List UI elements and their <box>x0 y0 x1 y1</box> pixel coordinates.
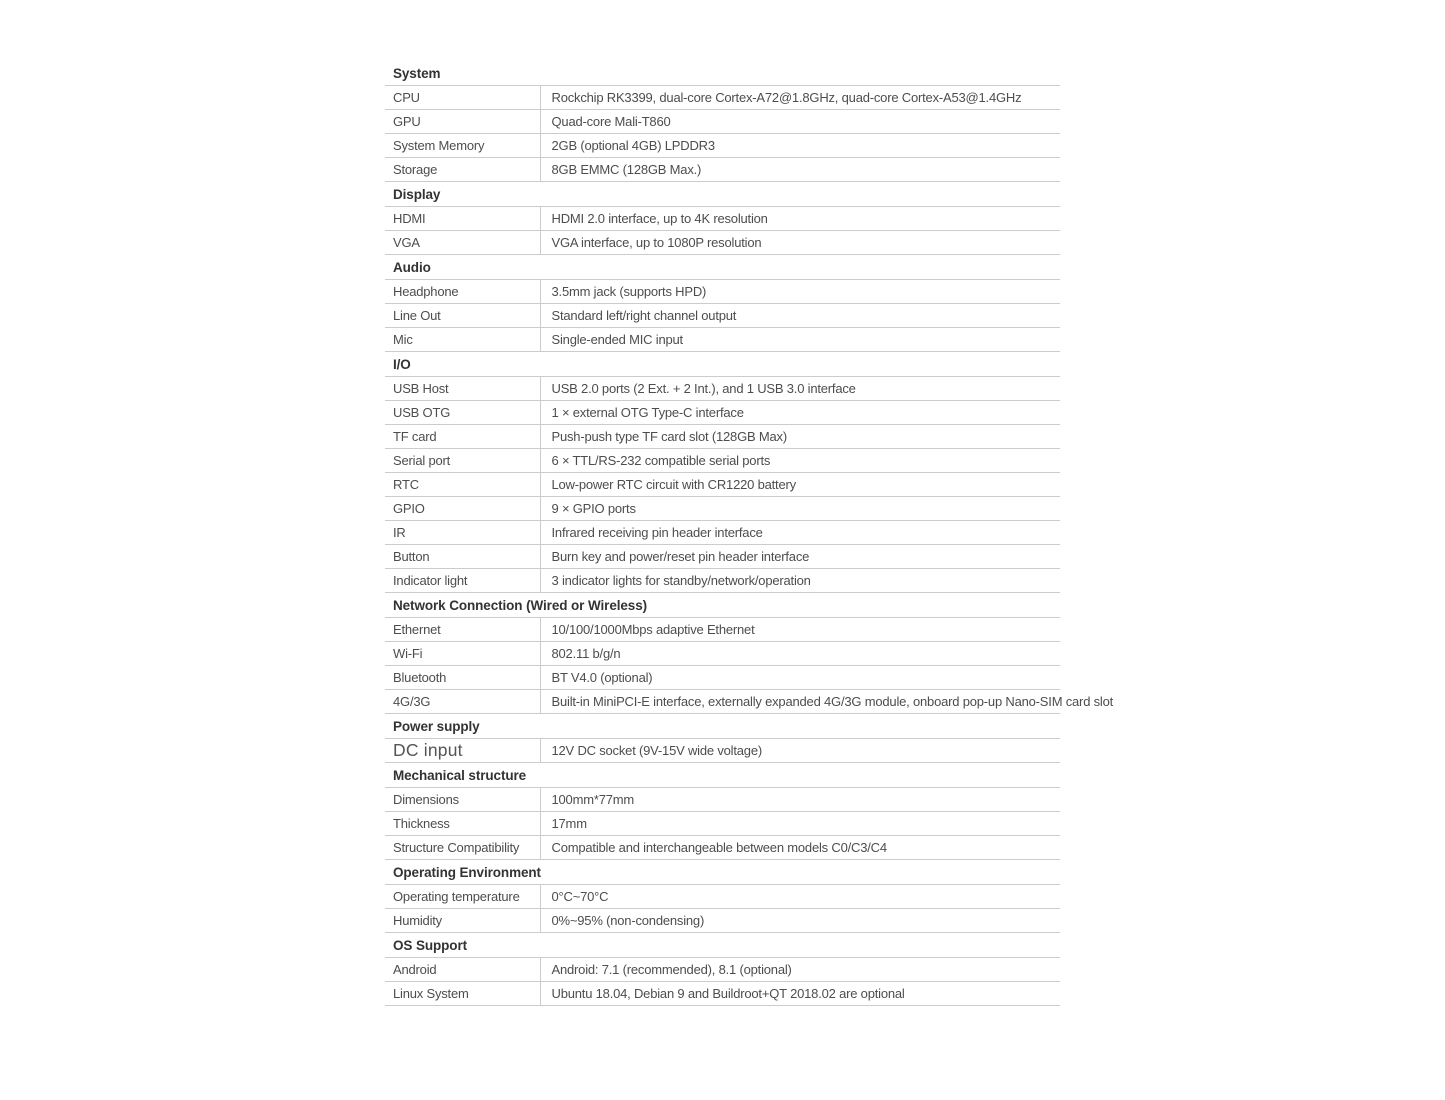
spec-section-title: Operating Environment <box>385 859 1060 884</box>
spec-row <box>385 665 1060 689</box>
spec-section-title: System <box>385 60 1060 85</box>
spec-value: Infrared receiving pin header interface <box>540 520 1060 544</box>
spec-section-title: OS Support <box>385 932 1060 957</box>
spec-label: Bluetooth <box>385 665 540 689</box>
spec-value: 1 × external OTG Type-C interface <box>540 400 1060 424</box>
spec-section-title: Display <box>385 181 1060 206</box>
spec-section-title: I/O <box>385 351 1060 376</box>
spec-label: Linux System <box>385 981 540 1005</box>
spec-label: Operating temperature <box>385 884 540 908</box>
spec-row <box>385 981 1060 1005</box>
spec-value: Android: 7.1 (recommended), 8.1 (optional) <box>540 957 1060 981</box>
spec-value: VGA interface, up to 1080P resolution <box>540 230 1060 254</box>
spec-row <box>385 544 1060 568</box>
spec-label: Structure Compatibility <box>385 835 540 859</box>
spec-row <box>385 689 1060 713</box>
spec-value: 100mm*77mm <box>540 787 1060 811</box>
spec-value: 0°C~70°C <box>540 884 1060 908</box>
spec-row <box>385 133 1060 157</box>
spec-value: 2GB (optional 4GB) LPDDR3 <box>540 133 1060 157</box>
spec-row <box>385 327 1060 351</box>
spec-label: Humidity <box>385 908 540 932</box>
spec-label: Storage <box>385 157 540 181</box>
spec-value: Standard left/right channel output <box>540 303 1060 327</box>
spec-row <box>385 811 1060 835</box>
spec-value: Low-power RTC circuit with CR1220 battery <box>540 472 1060 496</box>
spec-row <box>385 957 1060 981</box>
spec-row <box>385 496 1060 520</box>
spec-value: Push-push type TF card slot (128GB Max) <box>540 424 1060 448</box>
spec-row <box>385 835 1060 859</box>
spec-label: Wi-Fi <box>385 641 540 665</box>
spec-row <box>385 787 1060 811</box>
spec-label: CPU <box>385 85 540 109</box>
spec-section-row <box>385 60 1060 85</box>
spec-row <box>385 303 1060 327</box>
spec-row <box>385 109 1060 133</box>
spec-label: HDMI <box>385 206 540 230</box>
spec-value: 8GB EMMC (128GB Max.) <box>540 157 1060 181</box>
spec-section-row <box>385 181 1060 206</box>
spec-label: IR <box>385 520 540 544</box>
spec-row <box>385 908 1060 932</box>
spec-label: Headphone <box>385 279 540 303</box>
spec-row <box>385 641 1060 665</box>
spec-label: Button <box>385 544 540 568</box>
spec-value: Burn key and power/reset pin header interface <box>540 544 1060 568</box>
spec-label: Android <box>385 957 540 981</box>
spec-label: VGA <box>385 230 540 254</box>
spec-row <box>385 738 1060 762</box>
spec-value: 9 × GPIO ports <box>540 496 1060 520</box>
spec-value: 6 × TTL/RS-232 compatible serial ports <box>540 448 1060 472</box>
spec-value: USB 2.0 ports (2 Ext. + 2 Int.), and 1 USB 3.0 interface <box>540 376 1060 400</box>
spec-label: Serial port <box>385 448 540 472</box>
spec-value: 12V DC socket (9V-15V wide voltage) <box>540 738 1060 762</box>
spec-label: Line Out <box>385 303 540 327</box>
spec-value: Compatible and interchangeable between models C0/C3/C4 <box>540 835 1060 859</box>
spec-section-row <box>385 254 1060 279</box>
spec-row <box>385 400 1060 424</box>
spec-row <box>385 206 1060 230</box>
product-spec-sheet <box>385 60 1114 1006</box>
spec-section-row <box>385 713 1060 738</box>
spec-label: System Memory <box>385 133 540 157</box>
spec-label: Mic <box>385 327 540 351</box>
spec-label: TF card <box>385 424 540 448</box>
spec-row <box>385 230 1060 254</box>
spec-label: USB Host <box>385 376 540 400</box>
spec-section-row <box>385 859 1060 884</box>
spec-row <box>385 85 1060 109</box>
spec-value: BT V4.0 (optional) <box>540 665 1060 689</box>
spec-table <box>385 60 1114 1006</box>
spec-label: USB OTG <box>385 400 540 424</box>
spec-row <box>385 157 1060 181</box>
spec-value: Built-in MiniPCI-E interface, externally expanded 4G/3G module, onboard pop-up Nano-SIM card slot <box>540 689 1060 713</box>
spec-value: 3.5mm jack (supports HPD) <box>540 279 1060 303</box>
spec-row <box>385 884 1060 908</box>
spec-section-row <box>385 762 1060 787</box>
spec-section-title: Mechanical structure <box>385 762 1060 787</box>
spec-row <box>385 424 1060 448</box>
spec-value: 10/100/1000Mbps adaptive Ethernet <box>540 617 1060 641</box>
spec-value: Quad-core Mali-T860 <box>540 109 1060 133</box>
spec-row <box>385 568 1060 592</box>
spec-section-row <box>385 932 1060 957</box>
spec-label: Thickness <box>385 811 540 835</box>
spec-value: 17mm <box>540 811 1060 835</box>
spec-section-row <box>385 351 1060 376</box>
spec-row <box>385 617 1060 641</box>
spec-label: Dimensions <box>385 787 540 811</box>
spec-value: Ubuntu 18.04, Debian 9 and Buildroot+QT 2018.02 are optional <box>540 981 1060 1005</box>
spec-label: RTC <box>385 472 540 496</box>
spec-row <box>385 376 1060 400</box>
spec-label: Indicator light <box>385 568 540 592</box>
spec-section-title: Power supply <box>385 713 1060 738</box>
spec-row <box>385 472 1060 496</box>
spec-label: DC input <box>385 738 540 762</box>
spec-row <box>385 448 1060 472</box>
spec-label: 4G/3G <box>385 689 540 713</box>
spec-value: 802.11 b/g/n <box>540 641 1060 665</box>
spec-row <box>385 279 1060 303</box>
spec-value: Single-ended MIC input <box>540 327 1060 351</box>
spec-label: GPIO <box>385 496 540 520</box>
spec-value: 3 indicator lights for standby/network/operation <box>540 568 1060 592</box>
spec-section-title: Audio <box>385 254 1060 279</box>
spec-value: HDMI 2.0 interface, up to 4K resolution <box>540 206 1060 230</box>
spec-label: GPU <box>385 109 540 133</box>
spec-value: 0%~95% (non-condensing) <box>540 908 1060 932</box>
spec-row <box>385 520 1060 544</box>
spec-section-title: Network Connection (Wired or Wireless) <box>385 592 1060 617</box>
spec-section-row <box>385 592 1060 617</box>
spec-label: Ethernet <box>385 617 540 641</box>
spec-value: Rockchip RK3399, dual-core Cortex-A72@1.8GHz, quad-core Cortex-A53@1.4GHz <box>540 85 1060 109</box>
